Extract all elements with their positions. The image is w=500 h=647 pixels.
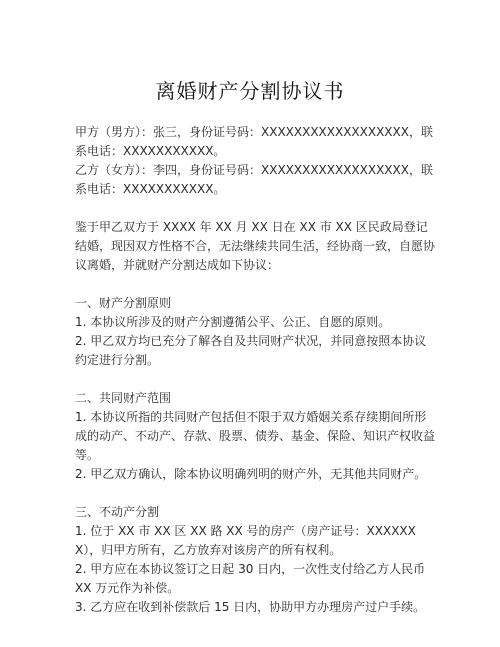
- section-item: 3. 乙方应在收到补偿款后 15 日内，协助甲方办理房产过户手续。: [75, 600, 426, 614]
- party-b-info: 乙方（女方）：李四，身份证号码：XXXXXXXXXXXXXXXXXX，联系电话：XXXXXXXXXXX。: [75, 163, 433, 196]
- section-item: 2. 甲乙双方均已充分了解各自及共同财产状况，并同意按照本协议约定进行分割。: [75, 334, 427, 367]
- section-item: 2. 甲乙双方确认，除本协议明确列明的财产外，无其他共同财产。: [75, 467, 427, 481]
- document-title: 离婚财产分割协议书: [155, 79, 345, 103]
- section-heading: 一、财产分割原则: [75, 296, 172, 310]
- document-body: [75, 123, 435, 636]
- section-item: 1. 位于 XX 市 XX 区 XX 路 XX 号的房产（房产证号：XXXXXXX），归甲方所有，乙方放弃对该房产的所有权利。: [75, 524, 416, 557]
- section-item: 2. 甲方应在本协议签订之日起 30 日内，一次性支付给乙方人民币 XX 万元作为补偿。: [75, 562, 426, 595]
- preamble-text: 鉴于甲乙双方于 XXXX 年 XX 月 XX 日在 XX 市 XX 区民政局登记结婚，现因双方性格不合，无法继续共同生活，经协商一致，自愿协议离婚，并就财产分割达成如下协议：: [75, 220, 436, 272]
- section-heading: 二、共同财产范围: [75, 391, 172, 405]
- section-item: 1. 本协议所涉及的财产分割遵循公平、公正、自愿的原则。: [75, 315, 391, 329]
- party-a-info: 甲方（男方）：张三，身份证号码：XXXXXXXXXXXXXXXXXX，联系电话：XXXXXXXXXXX。: [75, 125, 433, 158]
- section-real-estate: [75, 503, 435, 617]
- section-common-property: [75, 389, 435, 484]
- preamble-block: [75, 218, 435, 275]
- section-heading: 三、不动产分割: [75, 505, 160, 519]
- parties-block: [75, 123, 435, 199]
- section-principles: [75, 294, 435, 370]
- section-item: 1. 本协议所指的共同财产包括但不限于双方婚姻关系存续期间所形成的动产、不动产、存款、股票、债券、基金、保险、知识产权收益等。: [75, 410, 436, 462]
